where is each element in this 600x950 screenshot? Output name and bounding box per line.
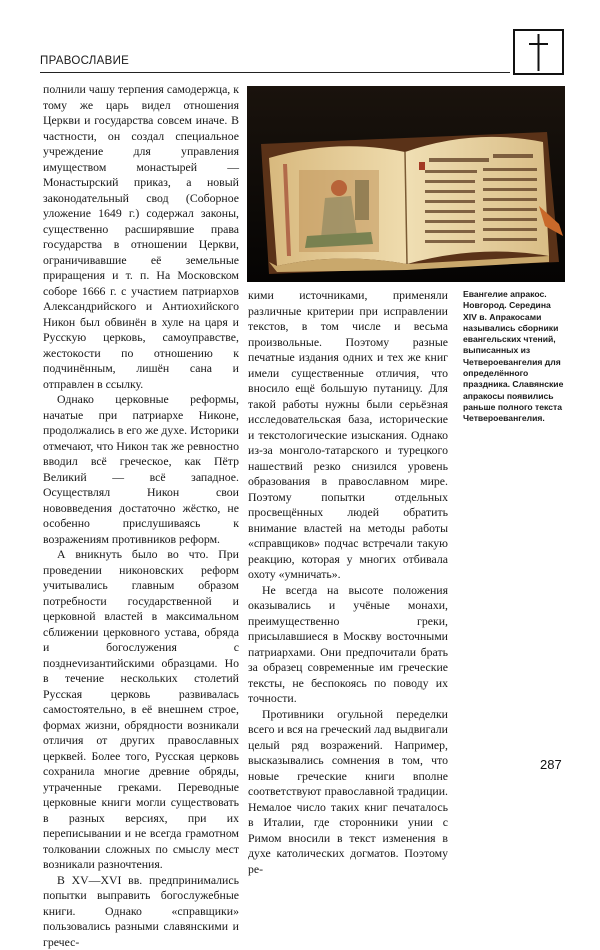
- paragraph: Однако церковные реформы, начатые при патриархе Никоне, продолжались в его же духе. Историки отмечают, что Никон так же ревностно вводил всё греческое, как Пётр Великий — всё западное. Осуществлял Никон свои нововведения достаточно жёстко, не особенно прислушиваясь к возражениям противников реформ.: [43, 392, 239, 547]
- paragraph: полнили чашу терпения самодержца, к тому же царь видел отношения Церкви и государства совсем иначе. В частности, он создал специальное учреждение для управления имуществом монастырей — Монастырский приказ, а новый законодательный свод (Соборное уложение 1649 г.) содержал законы, существенно расширявшие права государства в отношении Церкви, ограничивавшие её земельные приращения и т. п. На Московском соборе 1666 г. с участием патриархов Александрийского и Антиохийского Никон был обвинён в хуле на царя и Русскую церковь, самоуправстве, жестокости по отношению к подчинённым, лишён сана и отправлен в ссылку.: [43, 82, 239, 392]
- header-rule: [40, 72, 510, 73]
- page-number: 287: [540, 757, 562, 772]
- paragraph: Противники огульной переделки всего и вся на греческий лад выдвигали целый ряд возражений. Например, высказывались сомнения в том, что новые греческие книги вполне соответствуют православной традиции. Немалое число таких книг печаталось в Италии, где сторонники унии с Римом вносили в текст изменения в духе католических догматов. Поэтому ре-: [248, 707, 448, 878]
- paragraph: кими источниками, применяли различные критерии при исправлении текстов, в том числе и весьма произвольные. Поэтому разные печатные издания одних и тех же книг имели существенные отличия, что вносило ещё большую путаницу. Для такой работы нужны были серьёзная исследовательская база, исторические и текстологические изыскания. Однако из-за монголо-татарского и турецкого нашествий резко снизился уровень образования в православном мире. Поэтому попытки отдельных просвещённых людей обратить внимание властей на методы работы «справщиков» подчас встречали такую реакцию, которая у многих отбивала охоту «умничать».: [248, 288, 448, 583]
- paragraph: А вникнуть было во что. При проведении никоновских реформ учитывались главным образом потребности государственной и церковной властей в максимальном сближении церковного устава, обряда и богослужения с позднevизантийскими образцами. Но в течение нескольких столетий Русская церковь развивалась самостоятельно, в её внешнем строе, формах жизни, обрядности возникали отличия от других православных церквей. Более того, Русская церковь сохранила многие древние обряды, утраченные греками. Переводные церковные книги могли существовать в разных версиях, при их переписывании и не всегда грамотном толковании сложных по смыслу мест возникали разночтения.: [43, 547, 239, 873]
- paragraph: Не всегда на высоте положения оказывались и учёные монахи, преимущественно греки, присылавшиеся в Москву восточными патриархами. Они предпочитали брать за образец современные им греческие тексты, не беспокоясь по поводу их точности.: [248, 583, 448, 707]
- figure-caption: Евангелие апракос. Новгород. Середина XIV в. Апракосами назывались сборники евангельских чтений, выписанных из Четвероевангелия для определённого праздника. Славянские апракосы появились раньше полного текста Четвероевангелия.: [463, 289, 567, 425]
- text-column-left: [43, 82, 239, 950]
- orthodox-cross-icon: [513, 29, 564, 75]
- section-title: ПРАВОСЛАВИЕ: [40, 55, 129, 67]
- gospel-book-photo: [247, 86, 565, 282]
- text-column-middle: [248, 288, 448, 877]
- paragraph: В XV—XVI вв. предпринимались попытки выправить богослужебные книги. Однако «справщики» пользовались разными славянскими и гречес-: [43, 873, 239, 950]
